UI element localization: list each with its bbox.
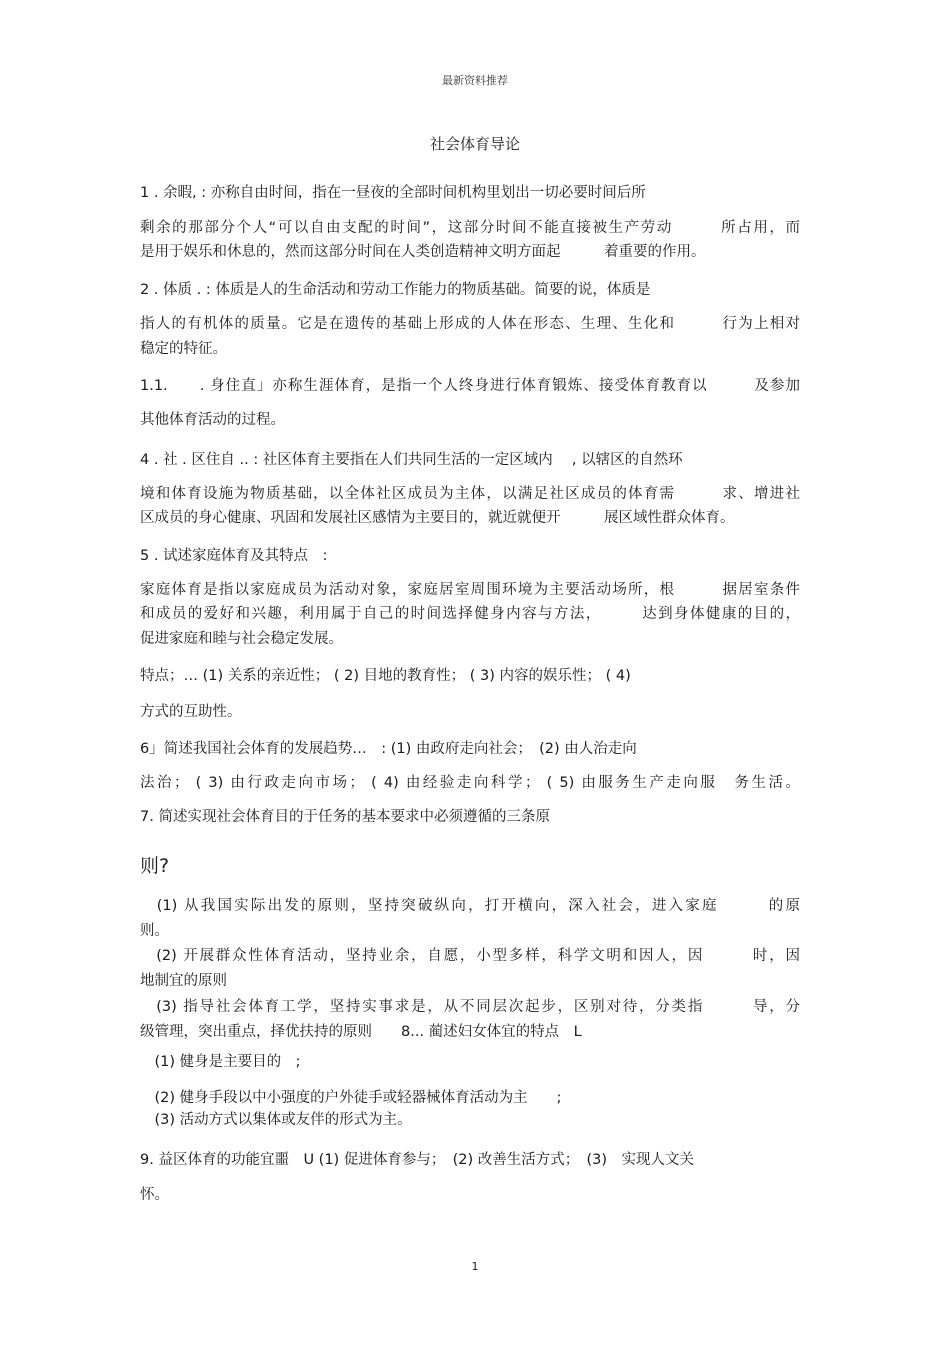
text-line: 剩余的那部分个人“可以自由支配的时间”，这部分时间不能直接被生产劳动 所占用，而 bbox=[140, 220, 800, 236]
text-line: 地制宜的原则 bbox=[140, 973, 227, 989]
text-line: 方式的互助性。 bbox=[140, 704, 242, 720]
page-number: 1 bbox=[471, 1260, 479, 1273]
page-header: 最新资料推荐 bbox=[442, 74, 508, 87]
text-line: 指人的有机体的质量。它是在遗传的基础上形成的人体在形态、生理、生化和 行为上相对 bbox=[140, 316, 800, 332]
text-line: 2 . 体质 . : 体质是人的生命活动和劳动工作能力的物质基础。简要的说，体质是 bbox=[140, 282, 651, 298]
text-line: 9. 益区体育的功能宜噩 U (1) 促进体育参与； (2) 改善生活方式； (3) 实现人文关 bbox=[140, 1152, 694, 1168]
text-line: 和成员的爱好和兴趣，利用属于自己的时间选择健身内容与方法， 达到身体健康的目的， bbox=[140, 606, 800, 622]
text-line: 怀。 bbox=[140, 1187, 169, 1203]
text-line: 促进家庭和睦与社会稳定发展。 bbox=[140, 631, 343, 647]
text-line: (1) 从我国实际出发的原则，坚持突破纵向，打开横向，深入社会，进入家庭 的原 bbox=[140, 898, 800, 914]
text-line: 则? bbox=[140, 855, 170, 877]
text-line: 则。 bbox=[140, 923, 169, 939]
text-line: 6」简述我国社会体育的发展趋势… : (1) 由政府走向社会； (2) 由人治走向 bbox=[140, 741, 637, 757]
text-line: 稳定的特征。 bbox=[140, 341, 227, 357]
text-line: 级管理，突出重点，择优扶持的原则 8... 蔺述妇女体宜的特点 L bbox=[140, 1024, 582, 1040]
text-line: 是用于娱乐和休息的，然而这部分时间在人类创造精神文明方面起 着重要的作用。 bbox=[140, 244, 706, 260]
text-line: (2) 健身手段以中小强度的户外徒手或轻器械体育活动为主 ; bbox=[140, 1090, 562, 1106]
text-line: 1 . 余暇, : 亦称自由时间，指在一昼夜的全部时间机构里划出一切必要时间后所 bbox=[140, 185, 646, 201]
document-title: 社会体育导论 bbox=[429, 135, 520, 153]
text-line: (2) 开展群众性体育活动，坚持业余，自愿，小型多样，科学文明和因人，因 时，因 bbox=[140, 948, 800, 964]
text-line: 家庭体育是指以家庭成员为活动对象，家庭居室周围环境为主要活动场所，根 据居室条件 bbox=[140, 582, 800, 598]
text-line: 法治； ( 3) 由行政走向市场； ( 4) 由经验走向科学； ( 5) 由服务生产走向服 务生活。 bbox=[140, 775, 800, 791]
text-line: 5 . 试述家庭体育及其特点 : bbox=[140, 548, 328, 564]
text-line: 特点；… (1) 关系的亲近性； ( 2) 目地的教育性； ( 3) 内容的娱乐性； ( 4) bbox=[140, 668, 631, 684]
text-line: (3) 指导社会体育工学，坚持实事求是，从不同层次起步，区别对待，分类指 导，分 bbox=[140, 999, 800, 1015]
text-line: (3) 活动方式以集体或友伴的形式为主。 bbox=[140, 1112, 412, 1128]
text-line: 区成员的身心健康、巩固和发展社区感情为主要目的，就近就便开 展区域性群众体育。 bbox=[140, 510, 735, 526]
text-line: 境和体育设施为物质基础，以全体社区成员为主体，以满足社区成员的体育需 求、增进社 bbox=[140, 486, 800, 502]
text-line: 7. 简述实现社会体育目的于任务的基本要求中必须遵循的三条原 bbox=[140, 809, 550, 825]
text-line: 其他体育活动的过程。 bbox=[140, 412, 285, 428]
text-line: 4 . 社 . 区住自 .. : 社区体育主要指在人们共同生活的一定区域内 , 以辖区的自然环 bbox=[140, 452, 683, 468]
text-line: 1.1. . 身住直」亦称生涯体育，是指一个人终身进行体育锻炼、接受体育教育以 及参加 bbox=[140, 378, 800, 394]
text-line: (1) 健身是主要目的 ; bbox=[140, 1054, 301, 1070]
